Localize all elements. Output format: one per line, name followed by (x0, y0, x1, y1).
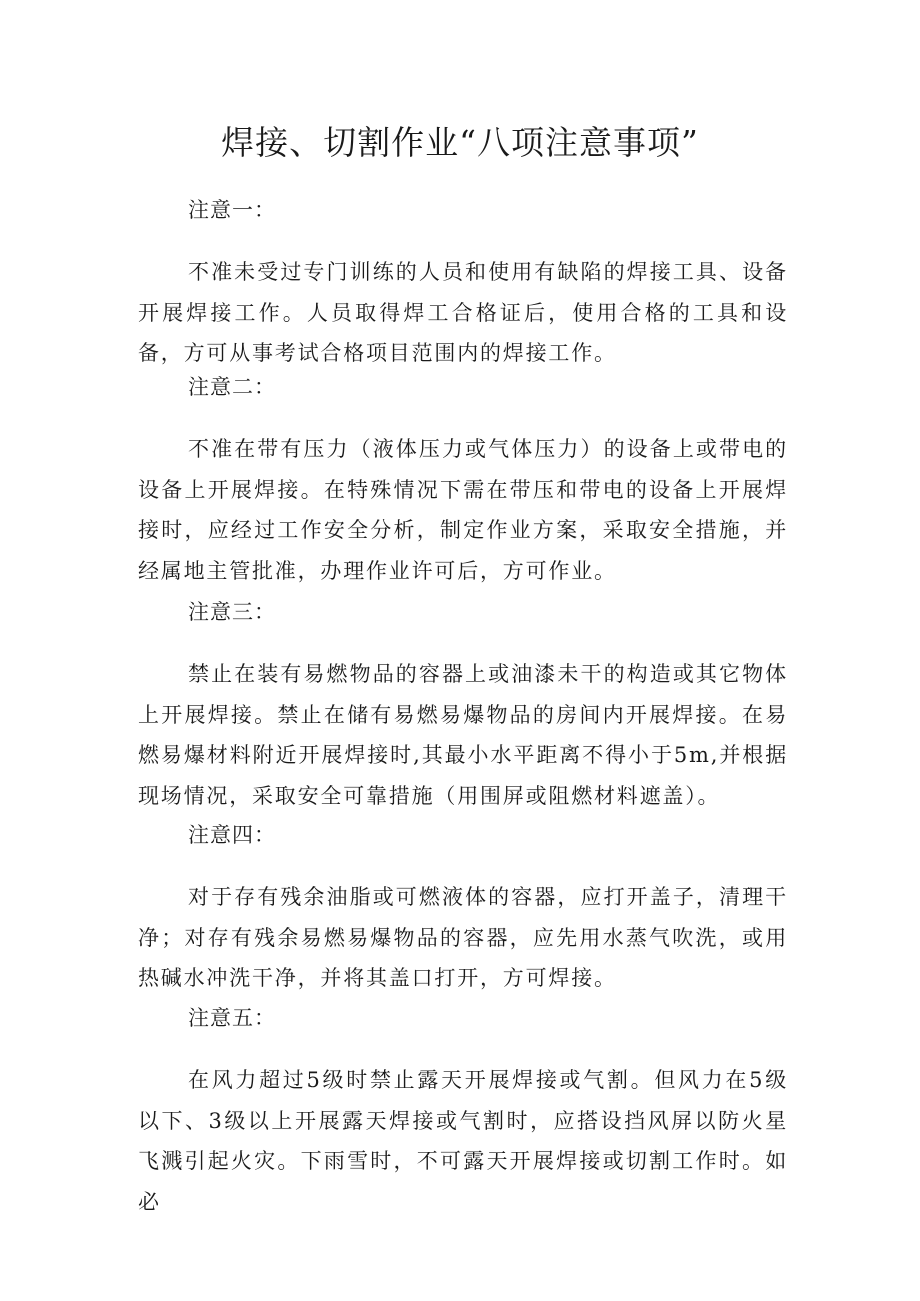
section-1 (138, 190, 788, 374)
section-paragraph: 在风力超过5级时禁止露天开展焊接或气割。但风力在5级以下、3级以上开展露天焊接或气割时，应搭设挡风屏以防火星飞溅引起火灾。下雨雪时，不可露天开展焊接或切割工作时。如必 (138, 1068, 788, 1214)
section-paragraph: 不准未受过专门训练的人员和使用有缺陷的焊接工具、设备开展焊接工作。人员取得焊工合格证后，使用合格的工具和设备，方可从事考试合格项目范围内的焊接工作。 (138, 260, 788, 365)
section-4 (138, 815, 788, 999)
section-3 (138, 592, 788, 816)
section-heading: 注意五： (188, 1006, 276, 1030)
section-2 (138, 367, 788, 591)
section-heading: 注意三： (188, 600, 276, 624)
section-paragraph: 禁止在装有易燃物品的容器上或油漆未干的构造或其它物体上开展焊接。禁止在储有易燃易爆物品的房间内开展焊接。在易燃易爆材料附近开展焊接时,其最小水平距离不得小于5m,并根据现场情况，采取安全可靠措施（用围屏或阻燃材料遮盖）。 (138, 662, 788, 808)
section-paragraph: 对于存有残余油脂或可燃液体的容器，应打开盖子，清理干净；对存有残余易燃易爆物品的容器，应先用水蒸气吹洗，或用热碱水冲洗干净，并将其盖口打开，方可焊接。 (138, 885, 788, 990)
section-paragraph: 不准在带有压力（液体压力或气体压力）的设备上或带电的设备上开展焊接。在特殊情况下需在带压和带电的设备上开展焊接时，应经过工作安全分析，制定作业方案，采取安全措施，并经属地主管批准，办理作业许可后，方可作业。 (138, 437, 788, 583)
section-heading: 注意二： (188, 375, 276, 399)
section-heading: 注意四： (188, 823, 276, 847)
section-heading: 注意一： (188, 198, 276, 222)
document-title: 焊接、切割作业“八项注意事项” (221, 123, 699, 162)
section-5 (138, 998, 788, 1222)
